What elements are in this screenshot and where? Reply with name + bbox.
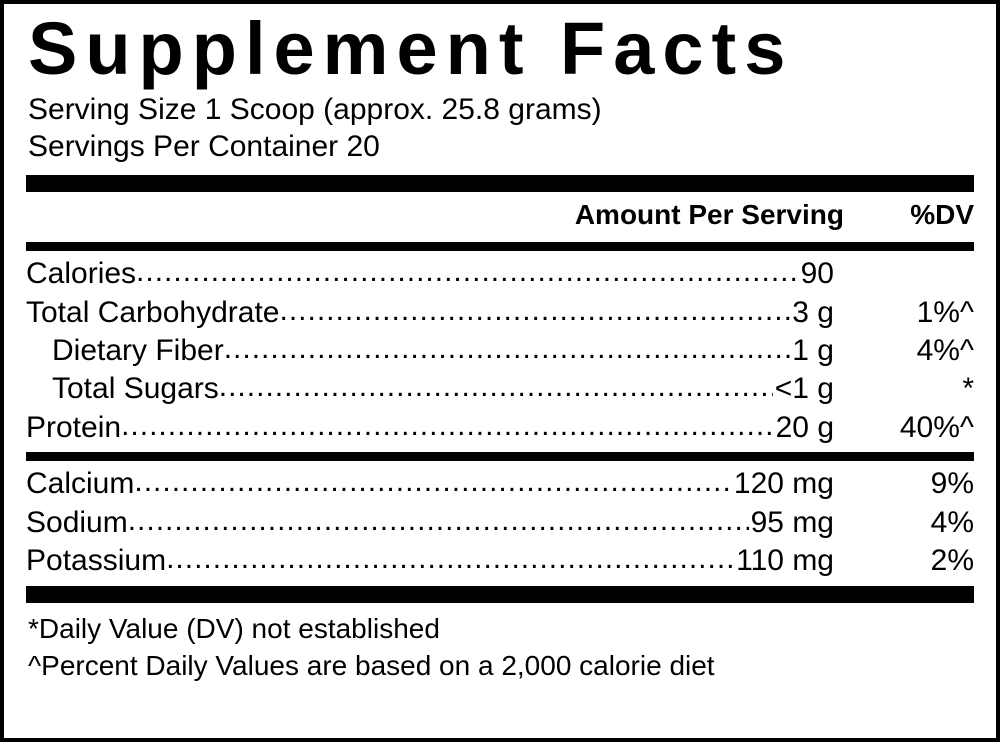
nutrient-amount: <1 g — [774, 372, 834, 406]
table-row — [26, 409, 974, 447]
nutrient-amount: 1 g — [792, 333, 834, 367]
divider-thick-top — [26, 175, 974, 192]
nutrient-dv: 1%^ — [916, 295, 974, 329]
divider-under-headers — [26, 242, 974, 251]
column-header-row — [26, 192, 974, 237]
divider-between-sections — [26, 452, 974, 461]
nutrient-label: Total Carbohydrate — [26, 295, 280, 329]
nutrient-amount: 3 g — [792, 295, 834, 329]
mineral-amount: 95 mg — [750, 505, 834, 539]
mineral-label: Calcium — [26, 467, 135, 501]
leader-dots — [121, 407, 774, 445]
leader-dots — [166, 540, 734, 578]
table-row — [26, 465, 974, 503]
leader-dots — [136, 253, 799, 291]
table-row — [26, 542, 974, 580]
nutrient-dv: 40%^ — [899, 410, 974, 444]
nutrient-label: Protein — [26, 410, 122, 444]
leader-dots — [224, 330, 791, 368]
leader-dots — [219, 368, 773, 406]
mineral-amount: 110 mg — [736, 543, 834, 577]
footnotes — [28, 603, 974, 684]
footnote-percent-daily-values: ^Percent Daily Values are based on a 2,000 calorie diet — [28, 649, 715, 681]
nutrient-label: Calories — [26, 257, 137, 291]
nutrient-label: Dietary Fiber — [52, 333, 224, 367]
nutrient-amount: 90 — [800, 257, 834, 291]
serving-size-text: Serving Size 1 Scoop (approx. 25.8 grams) — [28, 93, 602, 126]
nutrient-dv: 4%^ — [916, 333, 974, 367]
leader-dots — [279, 292, 790, 330]
leader-dots — [128, 502, 749, 540]
mineral-dv: 9% — [930, 467, 974, 501]
table-row — [26, 255, 974, 293]
mineral-label: Potassium — [26, 543, 167, 577]
nutrient-dv: * — [962, 372, 974, 406]
table-row — [26, 294, 974, 332]
nutrient-amount: 20 g — [775, 410, 834, 444]
divider-thick-bottom — [26, 586, 974, 603]
footnote-daily-value-not-established: *Daily Value (DV) not established — [28, 613, 440, 645]
minerals-list — [26, 461, 974, 580]
nutrients-list — [26, 251, 974, 447]
mineral-amount: 120 mg — [733, 467, 834, 501]
table-row — [26, 370, 974, 408]
mineral-dv: 2% — [930, 543, 974, 577]
page-title: Supplement Facts — [28, 7, 794, 90]
table-row — [26, 332, 974, 370]
mineral-label: Sodium — [26, 505, 128, 539]
percent-dv-header: %DV — [910, 199, 974, 231]
nutrient-label: Total Sugars — [52, 372, 219, 406]
table-row — [26, 504, 974, 542]
mineral-dv: 4% — [930, 505, 974, 539]
amount-per-serving-header: Amount Per Serving — [574, 199, 844, 231]
leader-dots — [134, 463, 732, 501]
servings-per-container-text: Servings Per Container 20 — [28, 129, 380, 163]
